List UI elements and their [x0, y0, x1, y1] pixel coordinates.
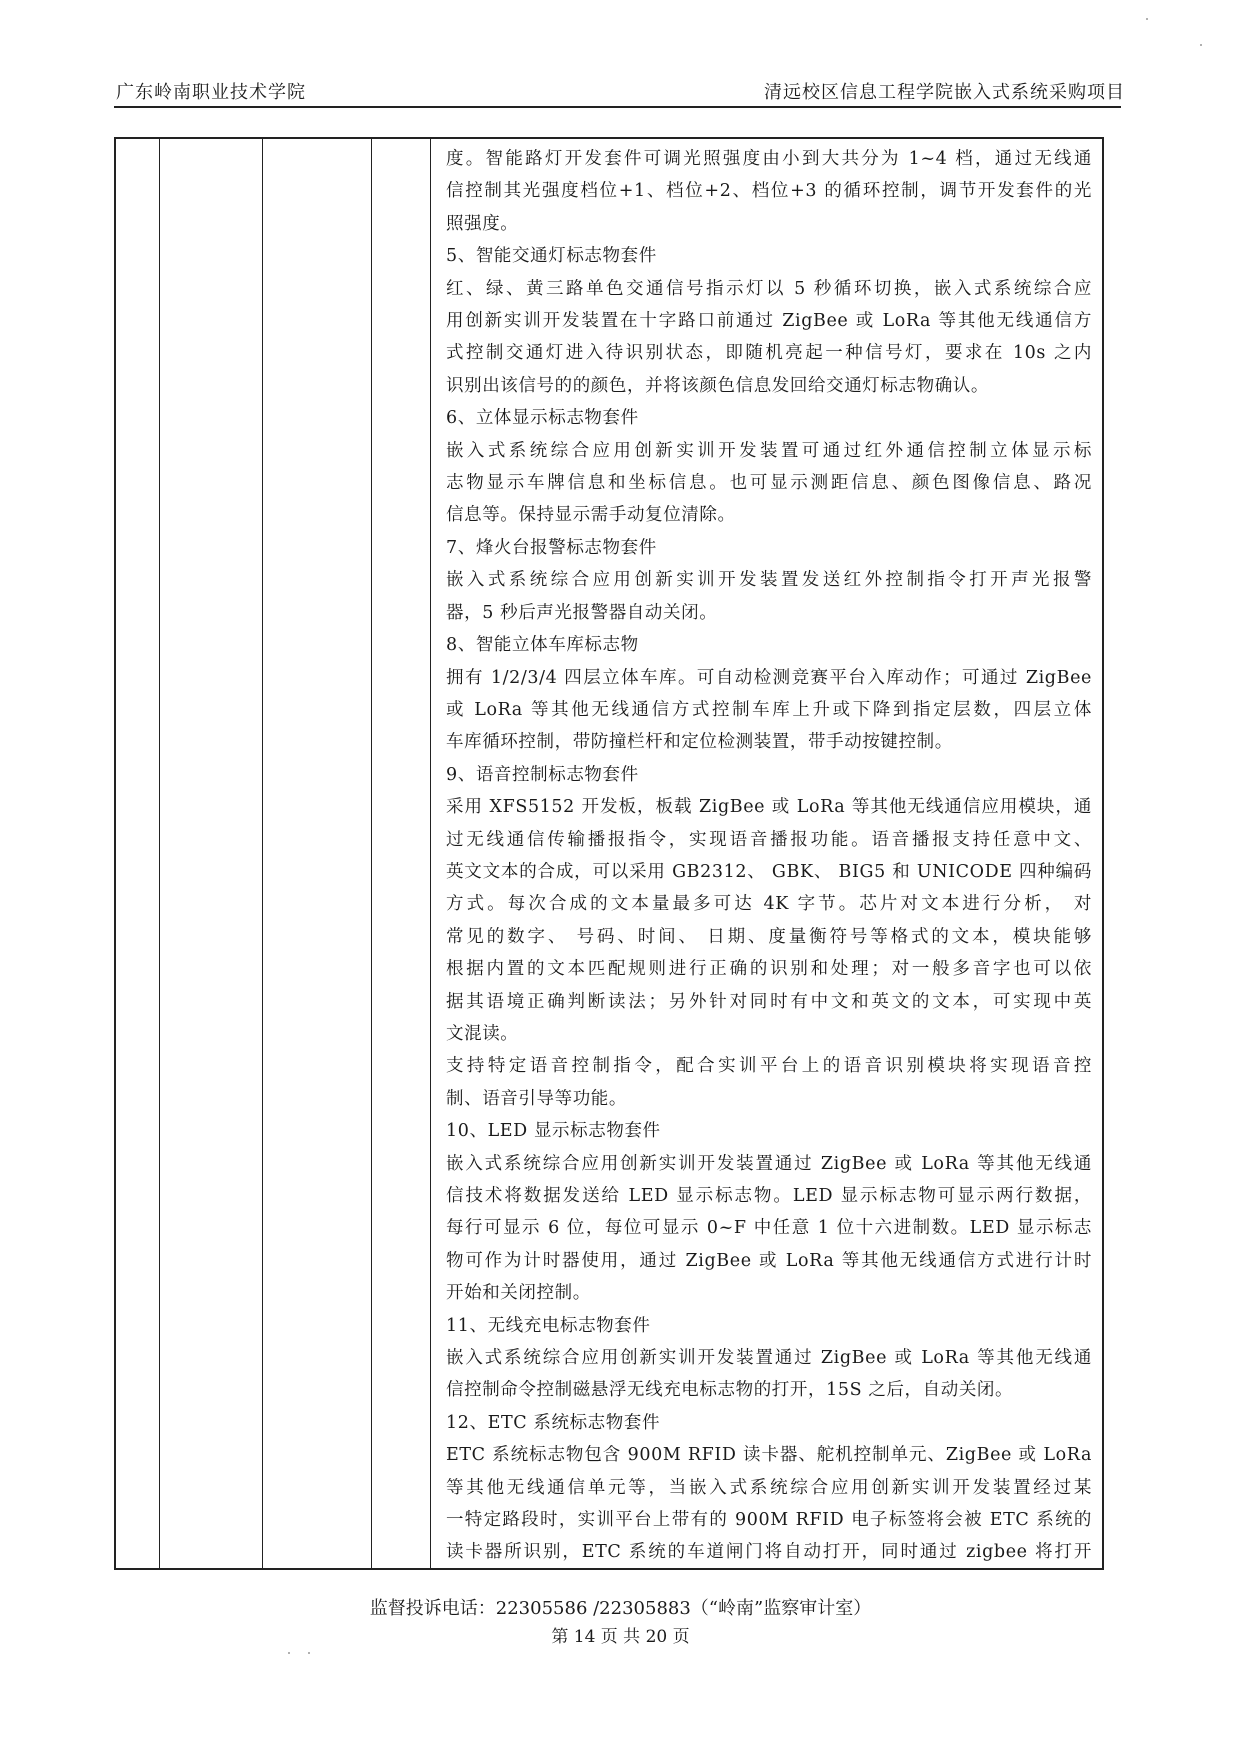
content-line: 红、绿、黄三路单色交通信号指示灯以 5 秒循环切换，嵌入式系统综合应	[446, 278, 1092, 299]
content-line: 嵌入式系统综合应用创新实训开发装置可通过红外通信控制立体显示标	[446, 440, 1092, 461]
content-line: 信控制其光强度档位+1、档位+2、档位+3 的循环控制，调节开发套件的光	[446, 181, 1092, 202]
content-line: 车库循环控制，带防撞栏杆和定位检测装置，带手动按键控制。	[446, 732, 953, 753]
content-line: 嵌入式系统综合应用创新实训开发装置发送红外控制指令打开声光报警	[446, 570, 1092, 591]
header-project-title: 清远校区信息工程学院嵌入式系统采购项目	[764, 82, 1125, 103]
content-line: 或 LoRa 等其他无线通信方式控制车库上升或下降到指定层数，四层立体	[446, 699, 1092, 720]
content-line: ETC 系统标志物包含 900M RFID 读卡器、舵机控制单元、ZigBee 或 LoRa	[446, 1445, 1092, 1466]
content-line: 信控制命令控制磁悬浮无线充电标志物的打开，15S 之后，自动关闭。	[446, 1380, 1014, 1401]
content-line: 度。智能路灯开发套件可调光照强度由小到大共分为 1~4 档，通过无线通	[446, 149, 1092, 169]
page-number: 第 14 页 共 20 页	[551, 1627, 690, 1647]
column-divider-2	[262, 139, 263, 1568]
content-line: 据其语境正确判断读法；另外针对同时有中文和英文的文本，可实现中英	[446, 991, 1092, 1012]
content-line: 志物显示车牌信息和坐标信息。也可显示测距信息、颜色图像信息、路况	[446, 473, 1092, 494]
content-line: 读卡器所识别，ETC 系统的车道闸门将自动打开，同时通过 zigbee 将打开	[446, 1542, 1092, 1563]
content-line: 10、LED 显示标志物套件	[446, 1121, 661, 1142]
header-divider	[114, 106, 1121, 108]
content-line: 嵌入式系统综合应用创新实训开发装置通过 ZigBee 或 LoRa 等其他无线通	[446, 1153, 1092, 1174]
content-line: 9、语音控制标志物套件	[446, 764, 639, 785]
content-line: 式控制交通灯进入待识别状态，即随机亮起一种信号灯，要求在 10s 之内	[446, 343, 1092, 364]
content-line: 制、语音引导等功能。	[446, 1088, 627, 1109]
content-line: 信息等。保持显示需手动复位清除。	[446, 505, 736, 526]
content-line: 11、无线充电标志物套件	[446, 1315, 651, 1336]
content-line: 文混读。	[446, 1023, 519, 1044]
content-line: 采用 XFS5152 开发板，板载 ZigBee 或 LoRa 等其他无线通信应用模块，通	[446, 797, 1092, 818]
content-line: 7、烽火台报警标志物套件	[446, 537, 657, 558]
spec-description-cell	[430, 139, 1102, 1568]
content-line: 5、智能交通灯标志物套件	[446, 246, 657, 267]
content-line: 方式。每次合成的文本量最多可达 4K 字节。芯片对文本进行分析， 对	[446, 894, 1092, 915]
content-line: 常见的数字、 号码、时间、 日期、度量衡符号等格式的文本，模块能够	[446, 926, 1092, 947]
spec-table	[114, 137, 1104, 1570]
content-line: 12、ETC 系统标志物套件	[446, 1412, 661, 1433]
content-line: 等其他无线通信单元等，当嵌入式系统综合应用创新实训开发装置经过某	[446, 1477, 1092, 1498]
content-line: 6、立体显示标志物套件	[446, 408, 639, 429]
content-line: 8、智能立体车库标志物	[446, 635, 639, 656]
complaint-hotline: 监督投诉电话：22305586 /22305883（“岭南”监察审计室）	[369, 1598, 872, 1619]
content-line: 支持特定语音控制指令，配合实训平台上的语音识别模块将实现语音控	[446, 1056, 1092, 1077]
content-line: 一特定路段时，实训平台上带有的 900M RFID 电子标签将会被 ETC 系统的	[446, 1510, 1092, 1531]
header-school-name: 广东岭南职业技术学院	[116, 82, 306, 103]
content-line: 过无线通信传输播报指令，实现语音播报功能。语音播报支持任意中文、	[446, 829, 1092, 850]
content-line: 开始和关闭控制。	[446, 1283, 591, 1304]
content-line: 识别出该信号的的颜色，并将该颜色信息发回给交通灯标志物确认。	[446, 375, 989, 396]
content-line: 英文文本的合成，可以采用 GB2312、 GBK、 BIG5 和 UNICODE 四种编码	[446, 861, 1092, 882]
column-divider-1	[159, 139, 160, 1568]
column-divider-3	[371, 139, 372, 1568]
content-line: 照强度。	[446, 213, 519, 234]
content-line: 用创新实训开发装置在十字路口前通过 ZigBee 或 LoRa 等其他无线通信方	[446, 311, 1092, 332]
content-line: 嵌入式系统综合应用创新实训开发装置通过 ZigBee 或 LoRa 等其他无线通	[446, 1348, 1092, 1369]
content-line: 信技术将数据发送给 LED 显示标志物。LED 显示标志物可显示两行数据，	[446, 1186, 1092, 1206]
content-line: 物可作为计时器使用，通过 ZigBee 或 LoRa 等其他无线通信方式进行计时	[446, 1250, 1092, 1271]
content-line: 器，5 秒后声光报警器自动关闭。	[446, 602, 718, 623]
content-line: 根据内置的文本匹配规则进行正确的识别和处理；对一般多音字也可以依	[446, 959, 1092, 980]
content-line: 每行可显示 6 位，每位可显示 0~F 中任意 1 位十六进制数。LED 显示标志	[446, 1218, 1092, 1239]
content-line: 拥有 1/2/3/4 四层立体车库。可自动检测竞赛平台入库动作；可通过 ZigBee	[446, 667, 1092, 688]
